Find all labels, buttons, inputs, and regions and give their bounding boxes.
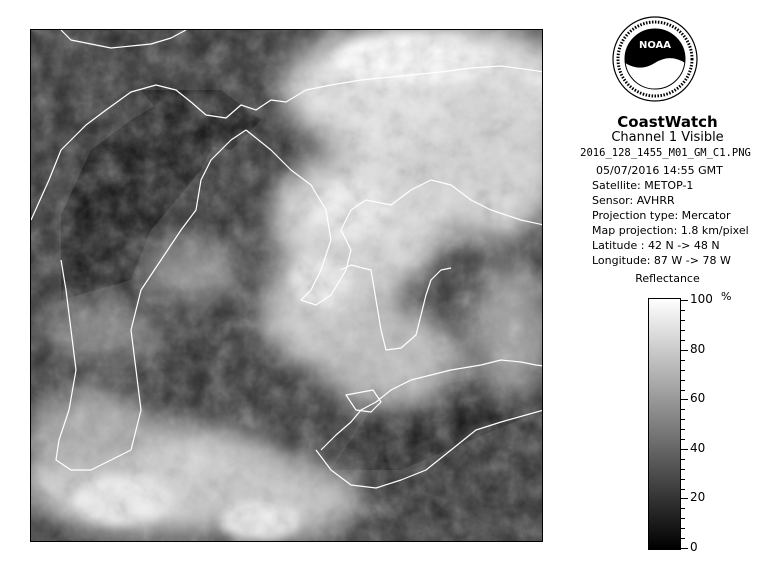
satellite-label: Satellite: METOP-1 (592, 179, 694, 192)
satellite-map-svg (31, 30, 543, 542)
colorbar-tick-label: 80 (690, 342, 706, 356)
colorbar-minor-tick (681, 390, 685, 391)
colorbar-minor-tick (681, 528, 685, 529)
app-title: CoastWatch (617, 113, 718, 131)
colorbar-minor-tick (681, 340, 685, 341)
colorbar-unit: % (721, 290, 732, 303)
logo-text: NOAA (638, 40, 672, 51)
image-texture (31, 30, 543, 542)
colorbar-minor-tick (681, 310, 685, 311)
latitude-range: Latitude : 42 N -> 48 N (592, 239, 720, 252)
colorbar-major-tick (681, 498, 688, 499)
colorbar-major-tick (681, 449, 688, 450)
info-panel (560, 10, 775, 565)
colorbar-label: Reflectance (635, 272, 700, 285)
colorbar-tick-label: 40 (690, 441, 706, 455)
colorbar-minor-tick (681, 320, 685, 321)
colorbar-minor-tick (681, 518, 685, 519)
colorbar-minor-tick (681, 439, 685, 440)
projection-type: Projection type: Mercator (592, 209, 731, 222)
noaa-logo-icon (612, 16, 698, 102)
longitude-range: Longitude: 87 W -> 78 W (592, 254, 731, 267)
colorbar-minor-tick (681, 419, 685, 420)
colorbar-major-tick (681, 350, 688, 351)
colorbar-minor-tick (681, 489, 685, 490)
colorbar-tick-label: 60 (690, 391, 706, 405)
date-time: 05/07/2016 14:55 GMT (596, 164, 723, 177)
colorbar-minor-tick (681, 409, 685, 410)
colorbar-tick-label: 0 (690, 540, 698, 554)
colorbar-minor-tick (681, 508, 685, 509)
map-projection: Map projection: 1.8 km/pixel (592, 224, 749, 237)
colorbar-tick-label: 20 (690, 490, 706, 504)
colorbar-minor-tick (681, 380, 685, 381)
image-filename: 2016_128_1455_M01_GM_C1.PNG (580, 147, 751, 159)
colorbar-minor-tick (681, 469, 685, 470)
colorbar-major-tick (681, 399, 688, 400)
sensor-label: Sensor: AVHRR (592, 194, 675, 207)
colorbar-minor-tick (681, 479, 685, 480)
satellite-image (30, 29, 543, 542)
colorbar-minor-tick (681, 370, 685, 371)
colorbar-minor-tick (681, 330, 685, 331)
colorbar-major-tick (681, 300, 688, 301)
colorbar-major-tick (681, 548, 688, 549)
reflectance-colorbar (648, 298, 681, 550)
channel-subtitle: Channel 1 Visible (611, 130, 724, 145)
colorbar-minor-tick (681, 429, 685, 430)
colorbar-minor-tick (681, 538, 685, 539)
colorbar-minor-tick (681, 360, 685, 361)
colorbar-minor-tick (681, 459, 685, 460)
colorbar-tick-label: 100 (690, 292, 713, 306)
